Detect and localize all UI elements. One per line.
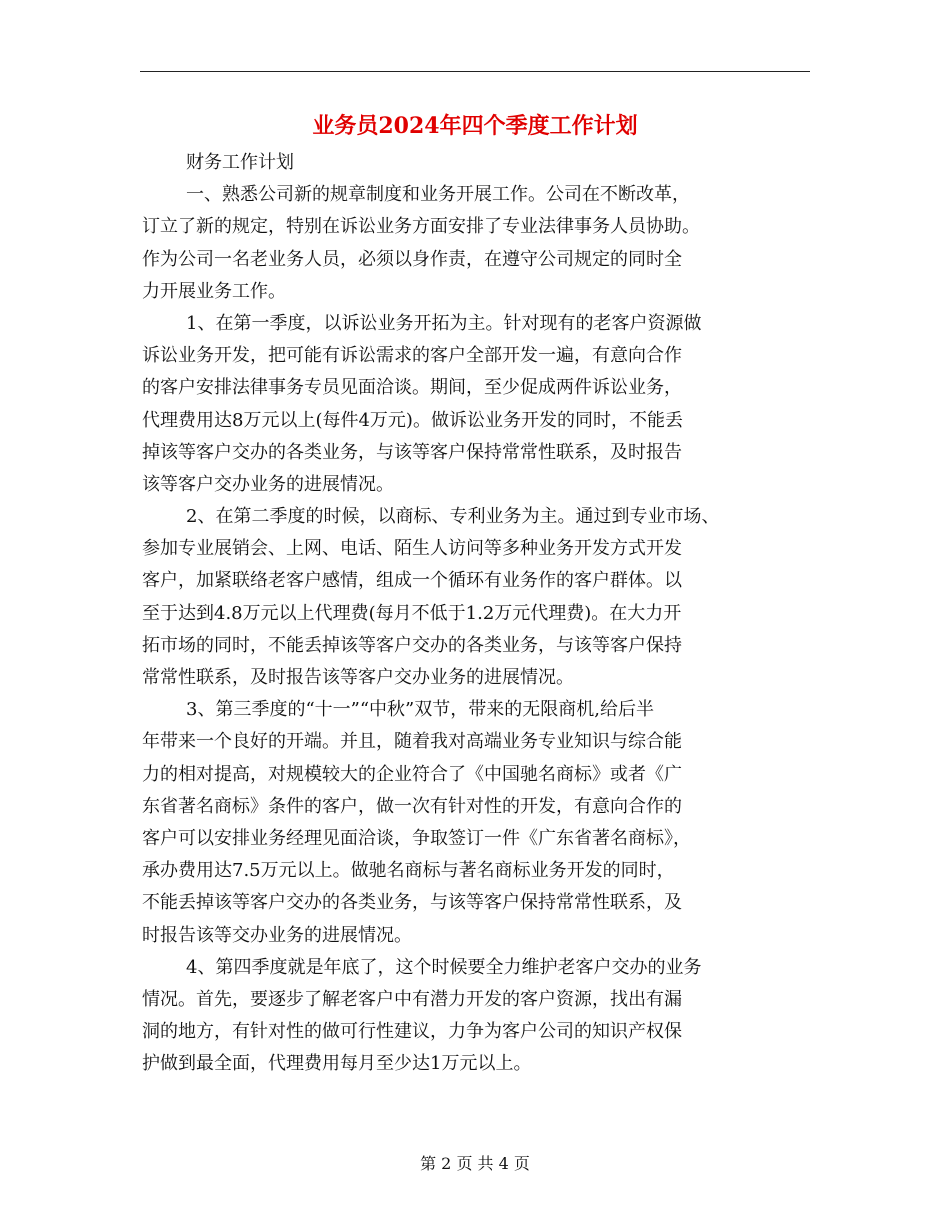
- text-line: 至于达到4.8万元以上代理费(每月不低于1.2万元代理费)。在大力开: [142, 602, 682, 624]
- text-line: 护做到最全面，代理费用每月至少达1万元以上。: [142, 1053, 532, 1075]
- paragraph-intro: [142, 179, 814, 308]
- text-line: 东省著名商标》条件的客户，做一次有针对性的开发，有意向合作的: [142, 795, 682, 817]
- text-line: 作为公司一名老业务人员，必须以身作责，在遵守公司规定的同时全: [142, 248, 682, 270]
- text-line: 常常性联系，及时报告该等客户交办业务的进展情况。: [142, 667, 574, 688]
- text-line: 拓市场的同时，不能丢掉该等客户交办的各类业务，与该等客户保持: [142, 634, 682, 656]
- text-line: 该等客户交办业务的进展情况。: [142, 473, 394, 495]
- page-footer: 第 2 页 共 4 页: [420, 1154, 530, 1173]
- text-line: 力的相对提高，对规模较大的企业符合了《中国驰名商标》或者《广: [142, 763, 682, 785]
- text-line: 客户，加紧联络老客户感情，组成一个循环有业务作的客户群体。以: [142, 570, 682, 592]
- text-line: 客户可以安排业务经理见面洽谈，争取签订一件《广东省著名商标》，: [142, 827, 691, 849]
- paragraph-q4: [142, 952, 814, 1081]
- text-line: 情况。首先，要逐步了解老客户中有潜力开发的客户资源，找出有漏: [142, 988, 682, 1010]
- section-heading: [142, 147, 814, 179]
- text-line: 力开展业务工作。: [142, 280, 286, 302]
- text-line: 3、第三季度的“十一”“中秋”双节，带来的无限商机,给后半: [186, 699, 654, 721]
- text-line: 年带来一个良好的开端。并且，随着我对高端业务专业知识与综合能: [142, 731, 682, 753]
- paragraph-q2: [142, 501, 814, 694]
- text-line: 洞的地方，有针对性的做可行性建议，力争为客户公司的知识产权保: [142, 1021, 682, 1043]
- document-body: [142, 147, 814, 1080]
- text-line: 不能丢掉该等客户交办的各类业务，与该等客户保持常常性联系，及: [142, 892, 682, 914]
- text-line: 诉讼业务开发，把可能有诉讼需求的客户全部开发一遍，有意向合作: [142, 345, 682, 367]
- text-line: 承办费用达7.5万元以上。做驰名商标与著名商标业务开发的同时，: [142, 860, 675, 882]
- text-line: 的客户安排法律事务专员见面洽谈。期间，至少促成两件诉讼业务，: [142, 377, 682, 399]
- paragraph-q3: [142, 694, 814, 952]
- text-line: 代理费用达8万元以上(每件4万元)。做诉讼业务开发的同时，不能丢: [142, 409, 683, 431]
- text-line: 时报告该等交办业务的进展情况。: [142, 924, 412, 946]
- text-line: 一、熟悉公司新的规章制度和业务开展工作。公司在不断改革，: [186, 184, 690, 206]
- text-line: 财务工作计划: [186, 152, 294, 173]
- text-line: 4、第四季度就是年底了，这个时候要全力维护老客户交办的业务: [186, 956, 702, 978]
- header-rule: [140, 71, 810, 72]
- text-line: 订立了新的规定，特别在诉讼业务方面安排了专业法律事务人员协助。: [142, 216, 700, 238]
- text-line: 掉该等客户交办的各类业务，与该等客户保持常常性联系，及时报告: [142, 441, 682, 463]
- document-title: 业务员2024年四个季度工作计划: [312, 113, 638, 139]
- text-line: 2、在第二季度的时候，以商标、专利业务为主。通过到专业市场、: [186, 506, 720, 528]
- text-line: 参加专业展销会、上网、电话、陌生人访问等多种业务开发方式开发: [142, 538, 682, 560]
- text-line: 1、在第一季度，以诉讼业务开拓为主。针对现有的老客户资源做: [186, 312, 702, 334]
- paragraph-q1: [142, 308, 814, 501]
